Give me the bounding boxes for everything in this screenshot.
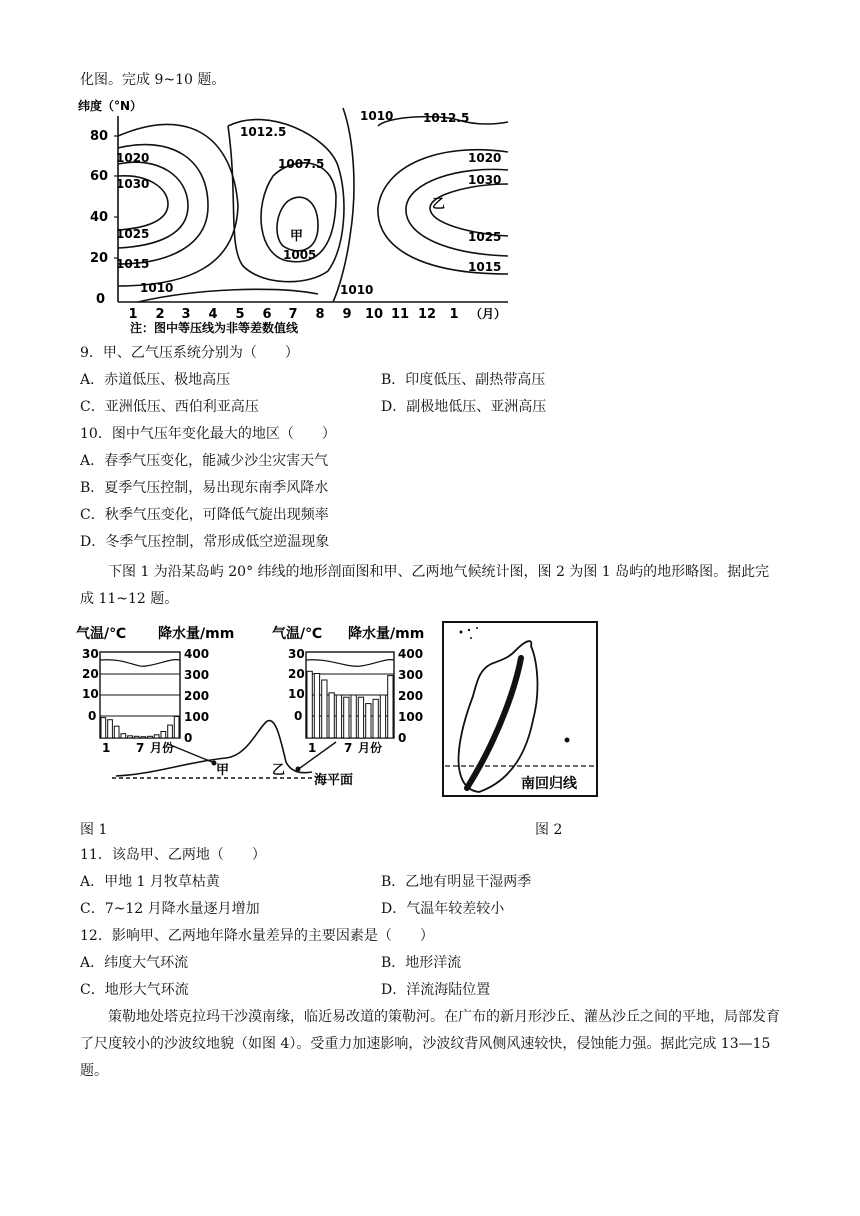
precip-bar xyxy=(380,695,385,738)
q12-option-c[interactable]: C．地形大气环流 xyxy=(80,982,189,998)
q12-option-a[interactable]: A．纬度大气环流 xyxy=(80,955,189,971)
y-tick: 80 xyxy=(90,129,109,144)
isobar-label: 1012.5 xyxy=(240,125,287,139)
isobar-label: 1005 xyxy=(283,248,317,262)
precip-bar xyxy=(307,671,312,738)
month-tick: 1 xyxy=(102,741,111,755)
q11-option-c[interactable]: C．7~12 月降水量逐月增加 xyxy=(80,901,260,917)
x-tick: 1 xyxy=(449,307,459,322)
precip-bar xyxy=(141,737,146,738)
q12-option-d[interactable]: D．洋流海陆位置 xyxy=(381,982,491,998)
precip-bar xyxy=(108,720,113,738)
x-tick: 8 xyxy=(315,307,325,322)
q9-option-d[interactable]: D．副极地低压、亚洲高压 xyxy=(381,399,547,415)
temp-axis-label: 气温/℃ xyxy=(76,626,127,642)
isobar-label: 1025 xyxy=(116,227,150,241)
system-label-yi: 乙 xyxy=(432,197,446,212)
precip-tick: 0 xyxy=(184,731,193,745)
isobar-label: 1025 xyxy=(468,230,502,244)
isobar-label: 1012.5 xyxy=(423,111,470,125)
x-tick: 4 xyxy=(208,307,218,322)
precip-bar xyxy=(161,732,166,739)
isobar-label: 1010 xyxy=(360,109,394,123)
precip-bar xyxy=(134,736,139,738)
q9-option-b[interactable]: B．印度低压、副热带高压 xyxy=(381,372,546,388)
precip-tick: 100 xyxy=(184,710,210,724)
temp-tick: 10 xyxy=(82,687,99,701)
precip-bar xyxy=(174,717,179,739)
temp-tick: 20 xyxy=(82,667,99,681)
isobar-label: 1015 xyxy=(468,260,502,274)
month-tick: 1 xyxy=(308,741,317,755)
isobar-label: 1020 xyxy=(116,151,150,165)
x-unit: （月） xyxy=(470,307,507,321)
precip-bar xyxy=(322,680,327,738)
x-tick: 12 xyxy=(417,307,437,322)
precip-tick: 400 xyxy=(184,647,210,661)
precip-tick: 200 xyxy=(398,689,424,703)
temp-tick: 30 xyxy=(288,647,305,661)
x-tick: 3 xyxy=(181,307,191,322)
figure-2-caption: 图 2 xyxy=(535,822,563,838)
q10-option-d[interactable]: D．冬季气压控制，常形成低空逆温现象 xyxy=(80,534,330,550)
isobar-label: 1010 xyxy=(140,281,174,295)
temp-tick: 30 xyxy=(82,647,99,661)
intro-line: 化图。完成 9~10 题。 xyxy=(80,72,226,88)
x-tick: 9 xyxy=(342,307,352,322)
precip-bar xyxy=(373,699,378,738)
month-tick: 月份 xyxy=(150,741,175,755)
y-axis-label: 纬度（°N） xyxy=(78,99,143,113)
sea-level-label: 海平面 xyxy=(314,773,354,788)
precip-bar xyxy=(168,725,173,738)
temp-tick: 0 xyxy=(88,709,97,723)
temp-tick: 10 xyxy=(288,687,305,701)
precip-tick: 300 xyxy=(184,668,210,682)
month-tick: 7 xyxy=(136,741,145,755)
x-tick: 5 xyxy=(235,307,245,322)
precip-tick: 400 xyxy=(398,647,424,661)
precip-bar xyxy=(314,674,319,739)
precip-bar xyxy=(148,736,153,738)
q10-option-b[interactable]: B．夏季气压控制，易出现东南季风降水 xyxy=(80,480,329,496)
system-label-jia: 甲 xyxy=(290,229,304,244)
precip-bar xyxy=(154,735,159,738)
pressure-isobar-chart xyxy=(78,96,518,338)
location-label-jia: 甲 xyxy=(216,763,230,778)
x-tick: 10 xyxy=(364,307,384,322)
x-tick: 2 xyxy=(155,307,165,322)
precip-bar xyxy=(344,697,349,738)
precip-tick: 300 xyxy=(398,668,424,682)
precip-bar xyxy=(351,695,356,738)
q9-option-a[interactable]: A．赤道低压、极地高压 xyxy=(80,372,231,388)
x-tick: 1 xyxy=(128,307,138,322)
q11-option-d[interactable]: D．气温年较差较小 xyxy=(381,901,505,917)
precip-tick: 200 xyxy=(184,689,210,703)
isobar-label: 1020 xyxy=(468,151,502,165)
q11-option-a[interactable]: A．甲地 1 月牧草枯黄 xyxy=(80,874,220,890)
figure-1-profile-climate xyxy=(76,622,436,792)
isobar-label: 1010 xyxy=(340,283,374,297)
precip-axis-label: 降水量/mm xyxy=(158,626,235,642)
precip-tick: 100 xyxy=(398,710,424,724)
x-tick: 6 xyxy=(262,307,272,322)
precip-bar xyxy=(366,704,371,738)
tropic-label: 南回归线 xyxy=(521,776,577,792)
q9-stem: 9．甲、乙气压系统分别为（ ） xyxy=(80,345,299,361)
y-tick: 60 xyxy=(90,169,109,184)
q10-option-c[interactable]: C．秋季气压变化，可降低气旋出现频率 xyxy=(80,507,329,523)
q10-option-a[interactable]: A．春季气压变化，能减少沙尘灾害天气 xyxy=(80,453,329,469)
precip-bar xyxy=(388,676,393,738)
isobar-label: 1030 xyxy=(468,173,502,187)
precip-bar xyxy=(336,695,341,738)
precip-bar xyxy=(121,734,126,738)
temp-tick: 20 xyxy=(288,667,305,681)
temp-axis-label: 气温/℃ xyxy=(272,626,323,642)
precip-bar xyxy=(101,718,106,738)
q12-stem: 12．影响甲、乙两地年降水量差异的主要因素是（ ） xyxy=(80,928,434,944)
figure-1-caption: 图 1 xyxy=(80,822,108,838)
precip-bar xyxy=(128,736,133,738)
y-tick: 20 xyxy=(90,251,109,266)
q10-stem: 10．图中气压年变化最大的地区（ ） xyxy=(80,426,336,442)
month-tick: 7 xyxy=(344,741,353,755)
q11-stem: 11．该岛甲、乙两地（ ） xyxy=(80,847,266,863)
precip-bar xyxy=(329,693,334,738)
x-tick: 11 xyxy=(390,307,410,322)
isobar-label: 1007.5 xyxy=(278,157,325,171)
temp-tick: 0 xyxy=(294,709,303,723)
figure-2-island-map xyxy=(441,620,601,800)
y-tick: 0 xyxy=(96,292,106,307)
x-tick: 7 xyxy=(288,307,298,322)
month-tick: 月份 xyxy=(358,741,383,755)
isobar-label: 1030 xyxy=(116,177,150,191)
q11-option-b[interactable]: B．乙地有明显干湿两季 xyxy=(381,874,532,890)
precip-tick: 0 xyxy=(398,731,407,745)
precip-bar xyxy=(114,726,119,738)
intro-paragraph-13: 策勒地处塔克拉玛干沙漠南缘，临近易改道的策勒河。在广布的新月形沙丘、灌丛沙丘之间的平地，局部发育了尺度较小的沙波纹地貌（如图 4）。受重力加速影响，沙波纹背风侧风速较快，侵蚀能力强。据此完成 13—15 题。 xyxy=(80,1009,780,1079)
y-tick: 40 xyxy=(90,210,109,225)
intro-paragraph-11: 下图 1 为沿某岛屿 20° 纬线的地形剖面图和甲、乙两地气候统计图，图 2 为图 1 岛屿的地形略图。据此完成 11~12 题。 xyxy=(80,564,770,607)
isobar-label: 1015 xyxy=(116,257,150,271)
q12-option-b[interactable]: B．地形洋流 xyxy=(381,955,462,971)
precip-axis-label: 降水量/mm xyxy=(348,626,425,642)
precip-bar xyxy=(358,697,363,738)
q9-option-c[interactable]: C．亚洲低压、西伯利亚高压 xyxy=(80,399,259,415)
chart-note: 注：图中等压线为非等差数值线 xyxy=(130,321,299,335)
location-label-yi: 乙 xyxy=(272,763,286,778)
